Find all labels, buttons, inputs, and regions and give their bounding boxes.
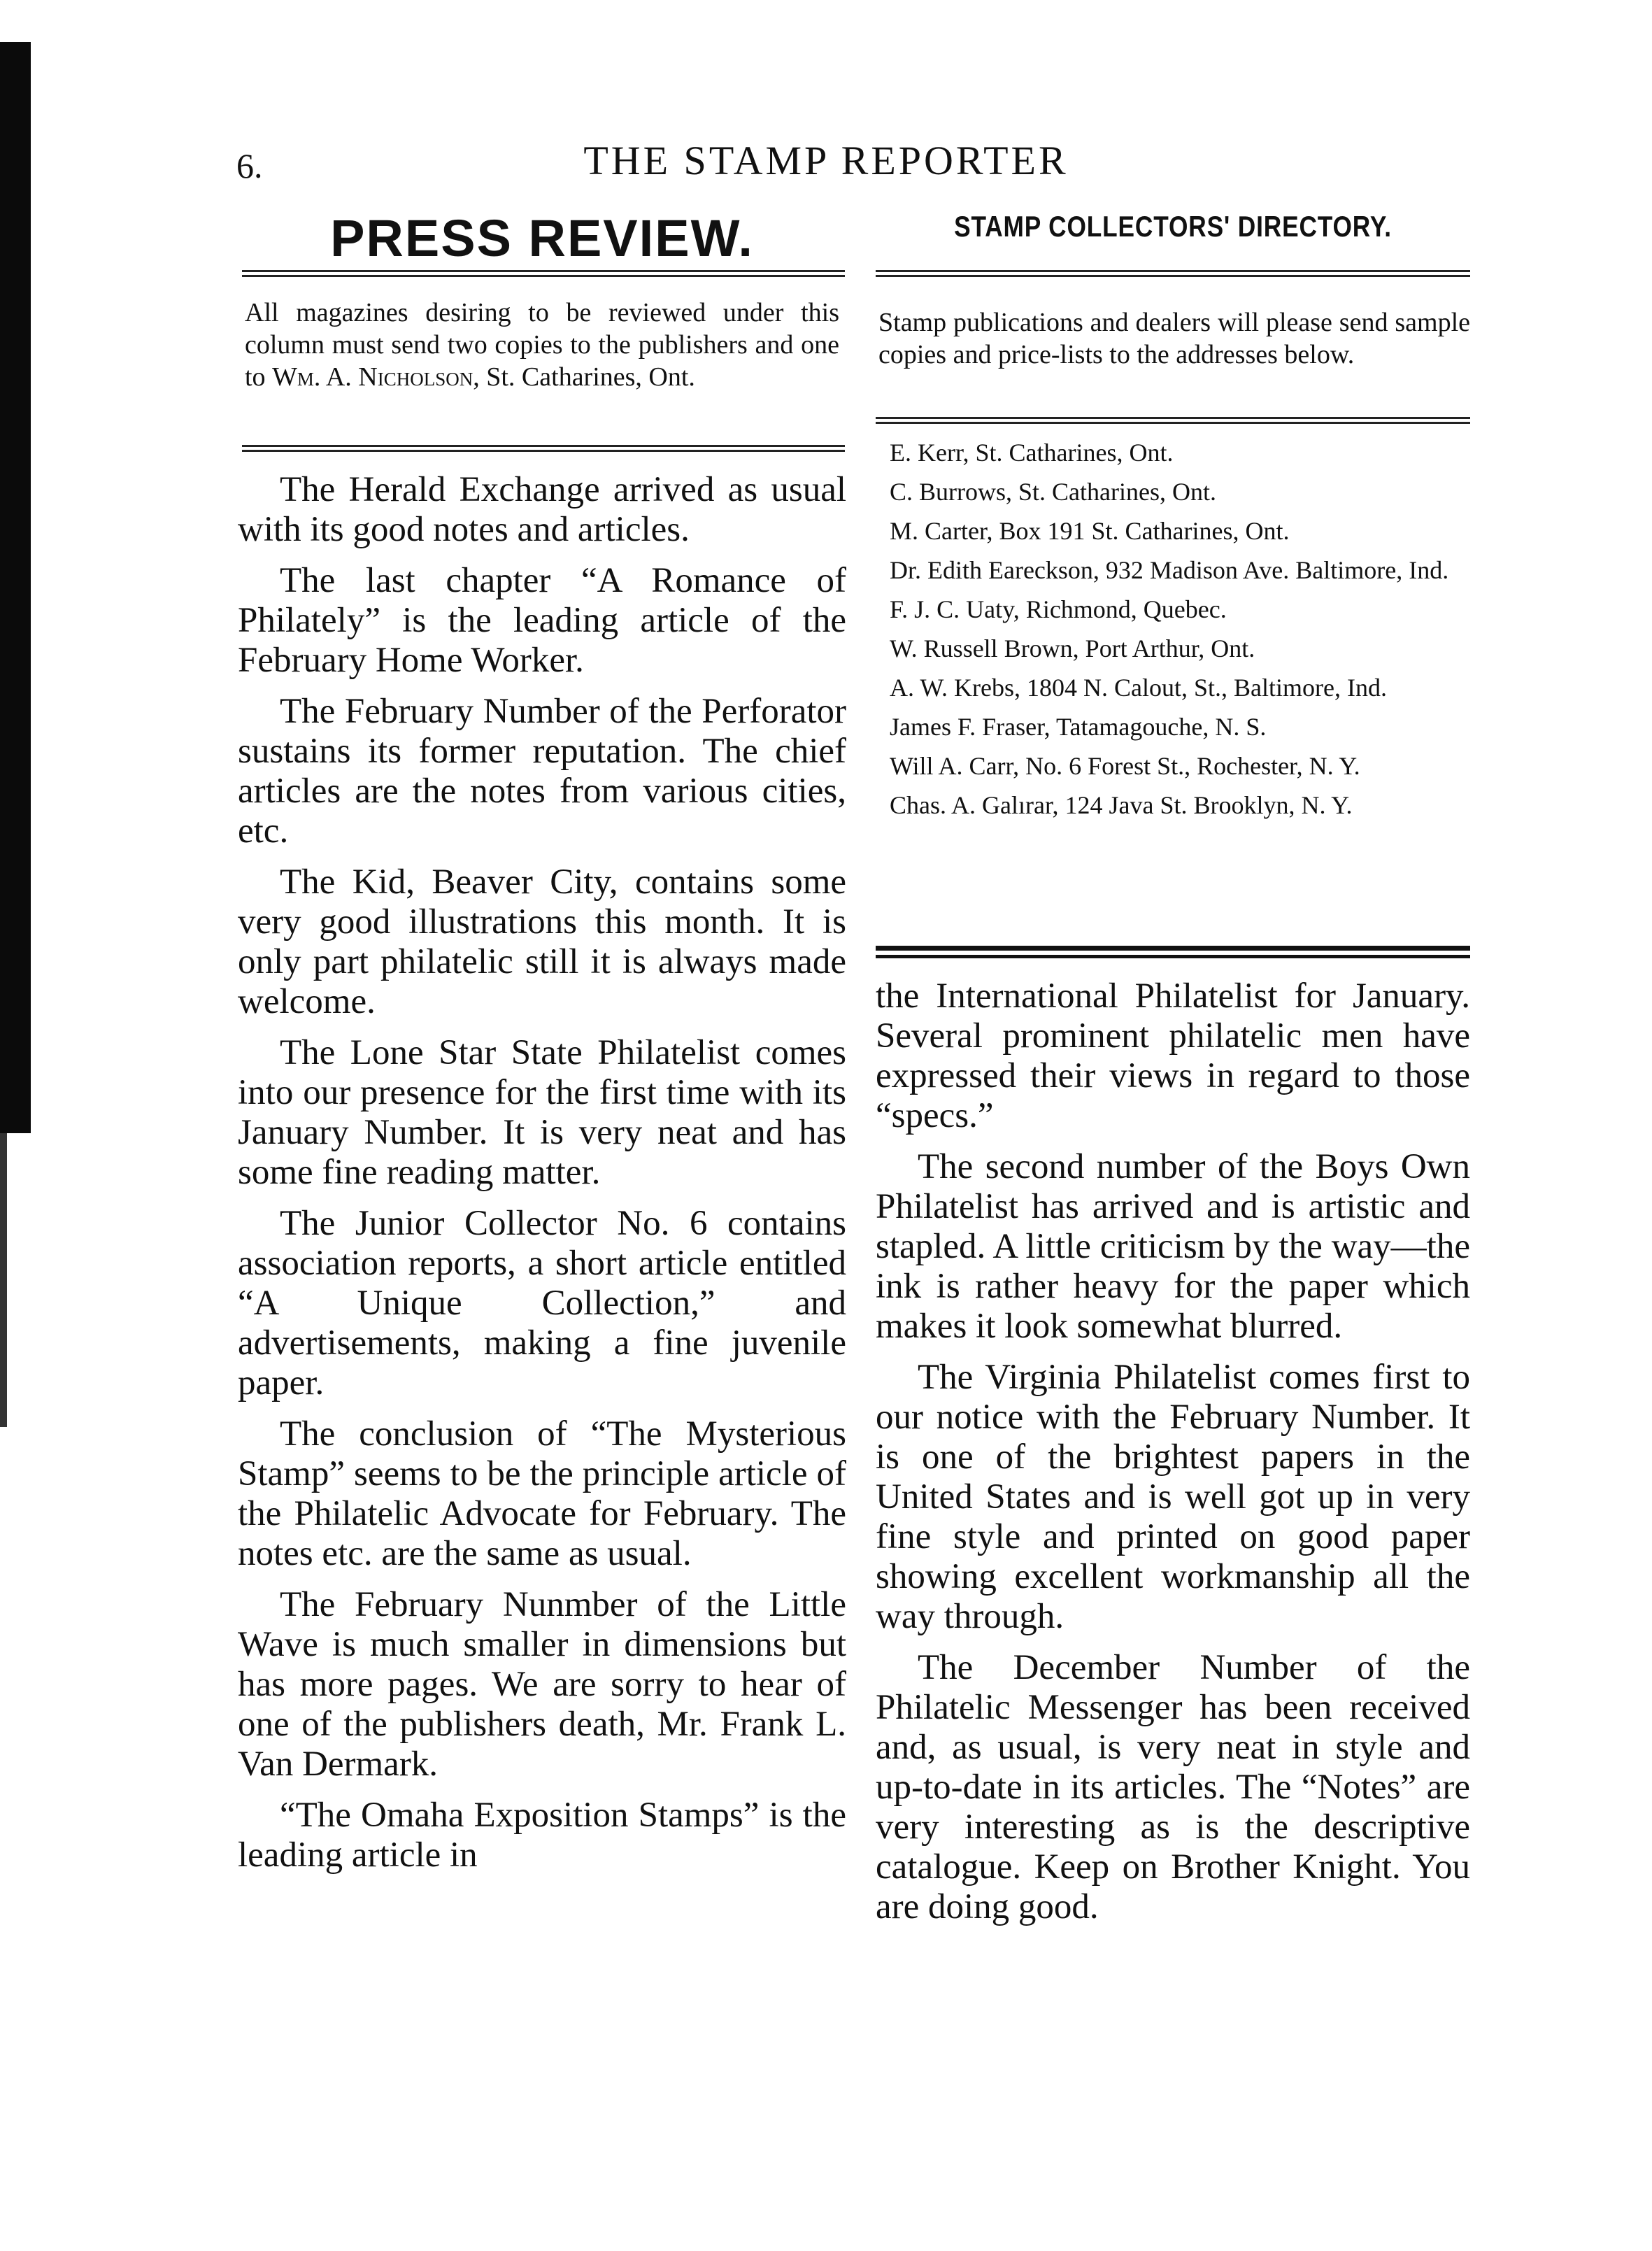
scan-edge-shadow-lower — [0, 1133, 7, 1427]
directory-entry: W. Russell Brown, Port Arthur, Ont. — [890, 634, 1255, 662]
running-head: THE STAMP REPORTER — [583, 138, 1069, 183]
directory-entry: M. Carter, Box 191 St. Catharines, Ont. — [890, 517, 1290, 545]
review-paragraph-continued: the International Philatelist for January. Several prominent philatelic men have expressed their views in regard to those “specs.” — [876, 977, 1470, 1135]
directory-entry: Will A. Carr, No. 6 Forest St., Rochester, N. Y. — [890, 752, 1360, 780]
review-paragraph: The Herald Exchange arrived as usual with its good notes and articles. — [238, 470, 846, 549]
notice-rule-left — [242, 445, 845, 452]
directory-entry: Dr. Edith Eareckson, 932 Madison Ave. Baltimore, Ind. — [890, 556, 1449, 584]
heading-rule-left — [242, 270, 845, 277]
heading-rule-right — [876, 270, 1470, 277]
review-paragraph: The Junior Collector No. 6 contains association reports, a short article entitled “A Unique Collection,” and advertisements, making a fine juvenile paper. — [238, 1204, 846, 1403]
review-paragraph: The February Number of the Perforator sustains its former reputation. The chief articles are the notes from various cities, etc. — [238, 692, 846, 851]
directory-entry: C. Burrows, St. Catharines, Ont. — [890, 478, 1216, 506]
directory-entry: A. W. Krebs, 1804 N. Calout, St., Baltimore, Ind. — [890, 674, 1387, 702]
directory-entry: F. J. C. Uaty, Richmond, Quebec. — [890, 595, 1227, 623]
review-paragraph: The conclusion of “The Mysterious Stamp” seems to be the principle article of the Philatelic Advocate for February. The notes etc. are the same as usual. — [238, 1414, 846, 1573]
press-review-heading: PRESS REVIEW. — [330, 209, 754, 267]
review-paragraph: The Virginia Philatelist comes first to our notice with the February Number. It is one of the brightest papers in the United States and is well got up in very fine style and printed on good paper showing excellent workmanship all the way through. — [876, 1358, 1470, 1636]
notice-rule-right — [876, 417, 1470, 424]
review-paragraph: “The Omaha Exposition Stamps” is the leading article in — [238, 1796, 846, 1875]
scan-edge-shadow — [0, 42, 31, 1133]
notice-text: All magazines desiring to be reviewed under this column must send two copies to the publishers and one to — [245, 298, 839, 392]
directory-entry: James F. Fraser, Tatamagouche, N. S. — [890, 713, 1267, 741]
review-paragraph: The Lone Star State Philatelist comes into our presence for the first time with its January Number. It is very neat and has some fine reading matter. — [238, 1033, 846, 1192]
press-review-body — [238, 470, 846, 1887]
notice-name: Wm. A. Nicholson — [272, 362, 473, 392]
review-paragraph: The December Number of the Philatelic Messenger has been received and, as usual, is very neat in style and up-to-date in its articles. The “Notes” are very interesting as is the descriptive catalogue. Keep on Brother Knight. You are doing good. — [876, 1648, 1470, 1926]
page-number: 6. — [236, 146, 263, 185]
directory-entry: E. Kerr, St. Catharines, Ont. — [890, 439, 1174, 467]
right-column-body — [876, 977, 1470, 1938]
directory-end-rule — [876, 946, 1470, 958]
review-paragraph: The second number of the Boys Own Philatelist has arrived and is artistic and stapled. A little criticism by the way—the ink is rather heavy for the paper which makes it look somewhat blurred. — [876, 1147, 1470, 1346]
directory-notice: Stamp publications and dealers will please send sample copies and price-lists to the addresses below. — [878, 308, 1470, 369]
review-paragraph: The Kid, Beaver City, contains some very good illustrations this month. It is only part philatelic still it is always made welcome. — [238, 862, 846, 1021]
directory-list — [890, 438, 1470, 830]
review-paragraph: The February Nunmber of the Little Wave is much smaller in dimensions but has more pages. We are sorry to hear of one of the publishers death, Mr. Frank L. Van Dermark. — [238, 1585, 846, 1784]
press-review-notice — [245, 297, 839, 393]
notice-suffix: , St. Catharines, Ont. — [473, 362, 695, 392]
review-paragraph: The last chapter “A Romance of Philately” is the leading article of the February Home Worker. — [238, 561, 846, 680]
directory-heading: STAMP COLLECTORS' DIRECTORY. — [954, 210, 1392, 243]
directory-entry: Chas. A. Galırar, 124 Java St. Brooklyn, N. Y. — [890, 791, 1353, 819]
